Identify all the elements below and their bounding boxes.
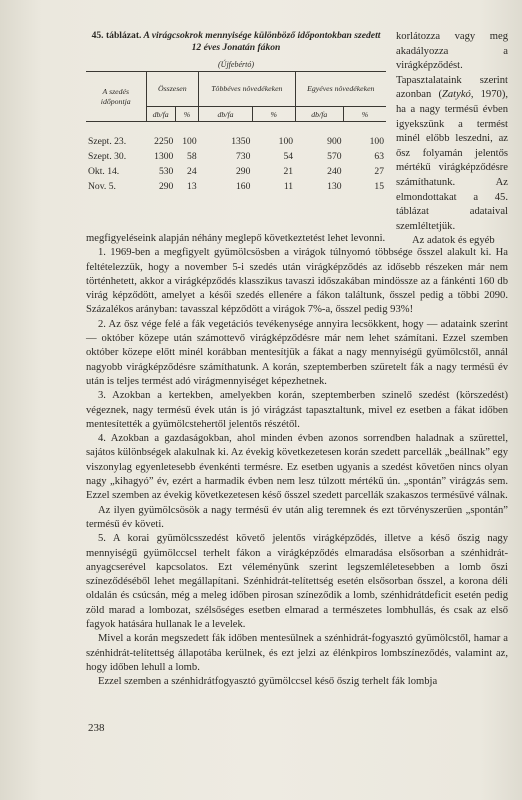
cell-total-pct: 100 [182,136,197,147]
unit-pct: % [175,107,198,122]
side-text: , 1970), ha a nagy termésű évben igyekszünk a termést minél előbb leszedni, az ősz folyamán jelentős mértékű virágképződésre számíthatunk. Az elmondottakat a 45. táblázat adataival szemléltetjük. [396,89,508,232]
cell-single-pct: 27 [374,166,384,177]
paragraph-point-3: 3. Azokban a kertekben, amelyekben korán, szeptemberben szinelő szedést (körszedést) végeznek, nagy termésű évek után is jó virágzást tapasztaltunk, mivel ez esetben a fákat időben mentesítették a gyümölcstehertől jelentős részétől. [86,390,508,430]
paragraph: Az ilyen gyümölcsösök a nagy termésű év után alig teremnek és ezt törvényszerűen „spontán” termésű év követi. [86,504,508,530]
cell-multi-pct: 21 [283,166,294,177]
cell-total-pct: 24 [187,166,197,177]
cell-multi-db: 1350 [231,136,251,147]
body-text [86,232,508,690]
table-caption-number: 45. táblázat. [91,30,142,41]
cell-multi-db: 730 [236,151,251,162]
header-multi: Többéves növedékeken [199,72,295,107]
side-paragraph: Az adatok és egyéb [412,235,495,247]
table-row [86,149,386,164]
paragraph-point-2: 2. Az ősz vége felé a fák vegetációs tevékenysége annyira lecsökkent, hogy — adataink szerint — október közepe után számottevő virágképződésre már nem lehet számítani. Ezzel szemben október közepe előtt minél korábban mentesítjük a fákat a nagy mennyiségű gyümölcstől, annál nagyobb virágképződésre számíthatunk. A korán, szeptemberben szüretelt fák a nagy termésű év után is teljes termést adó virágmennyiséget képezhetnek. [86,318,508,387]
header-total: Összesen [146,72,199,107]
paragraph-point-4: 4. Azokban a gazdaságokban, ahol minden évben azonos sorrendben haladnak a szürettel, sajátos különbségek alakulnak ki. Az évekig következetesen korán szedett parcellák „beállnak” egy viszonylag egyenletesebb évenkénti termésre. Ez esetben ugyanis a szedést követően nincs olyan nagy „kihagyó” év, ezért a harmadik évben nem lesz túlzott mértékű ún. „spontán” virágzás sem. Ezzel szemben az évekig következetesen késő ősszel szedett parcellák szakaszos termésűvé válnak. [86,433,508,502]
table-row [86,164,386,179]
cell-single-db: 570 [327,151,342,162]
header-single: Egyéves növedékeken [295,72,386,107]
cell-total-db: 290 [158,181,174,192]
cell-single-db: 240 [327,166,342,177]
paragraph: Mivel a korán megszedett fák időben mentesülnek a szénhidrát-fogyasztó gyümölcstől, hamar a szénhidrát-telítettség állapotába kerülnek, és ezt jelzi az élénkpiros lombszíneződés, valamint az, hogy időben lehull a lomb. [86,633,508,673]
header-date: A szedés időpontja [86,72,146,122]
cell-date: Okt. 14. [88,166,120,177]
cell-single-db: 130 [327,181,342,192]
paragraph-point-1: 1. 1969-ben a megfigyelt gyümölcsösben a virágok túlnyomó többsége ősszel alakult ki. Ha feltételezzük, hogy a november 5-i szedés után virágképződés az idősebb részeken már nem történhetett, akkor a virágképződés klasszikus tavaszi időszakában mindössze az a fánkénti 160 db virág képződött, amelyet a késői szedés ellenére a fákon találtunk, ősszel pedig a többi 2090. Százalékos arányban: tavasszal képződött a virágok 7%-a, ősszel pedig 93%! [86,247,508,316]
paragraph: Ezzel szemben a szénhidrátfogyasztó gyümölccsel késő őszig terhelt fák lombja [98,676,438,688]
cell-date: Szept. 30. [88,151,127,162]
table-caption-text: A virágcsokrok mennyisége különböző időpontokban szedett 12 éves Jonatán fákon [143,30,381,53]
table-caption [86,30,386,54]
cell-total-db: 2250 [154,136,174,147]
cell-single-pct: 63 [374,151,384,162]
cell-total-pct: 58 [187,151,197,162]
citation-author: Zatykó [441,89,471,101]
cell-total-db: 1300 [154,151,174,162]
paragraph: megfigyeléseink alapján néhány meglepő következtetést lehet levonni. [86,233,386,244]
cell-single-pct: 15 [374,181,384,192]
data-table [86,71,386,194]
unit-pct: % [252,107,295,122]
table-row [86,179,386,194]
unit-dbfa: db/fa [199,107,253,122]
unit-pct: % [344,107,386,122]
table-unit: (Újfebértó) [218,60,254,69]
cell-multi-pct: 54 [283,151,294,162]
cell-date: Nov. 5. [88,181,116,192]
cell-date: Szept. 23. [88,136,127,147]
cell-multi-db: 290 [236,166,251,177]
cell-total-db: 530 [158,166,174,177]
unit-dbfa: db/fa [146,107,175,122]
table-block [86,30,386,194]
cell-single-db: 900 [327,136,342,147]
side-paragraph [396,30,508,234]
cell-multi-db: 160 [236,181,251,192]
paragraph-point-5: 5. A korai gyümölcsszedést követő jelentős virágképződés, illetve a késő őszig nagy mennyiségű gyümölccsel terhelt fákon a virágképződés elmaradása elsősorban a szénhidrát-anyagcserével kapcsolatos. Ezt véleményünk szerint legszemléletesebben a lomb őszi színeződéséből lehet megállapítani. Szénhidrát-telítettség esetén elsősorban ősszel, a korona déli oldalán és csúcsán, még a meleg időben pirosan színeződik a lomb, szénhidrátdeficit esetén pedig zöld marad a lombozat, szélsőséges esetben elmarad a természetes lombhullás, és csak az első fagyok hatására hullanak le a levelek. [86,533,508,631]
side-column [396,30,508,249]
cell-multi-pct: 100 [278,136,294,147]
side-text: korlátozza vagy meg akadályozza a virágképződést. Tapasztalataink szerint azonban ( [396,31,508,101]
cell-multi-pct: 11 [283,181,294,192]
table-row [86,122,386,150]
cell-single-pct: 100 [369,136,384,147]
unit-dbfa: db/fa [295,107,343,122]
page-number: 238 [88,722,105,734]
cell-total-pct: 13 [187,181,197,192]
